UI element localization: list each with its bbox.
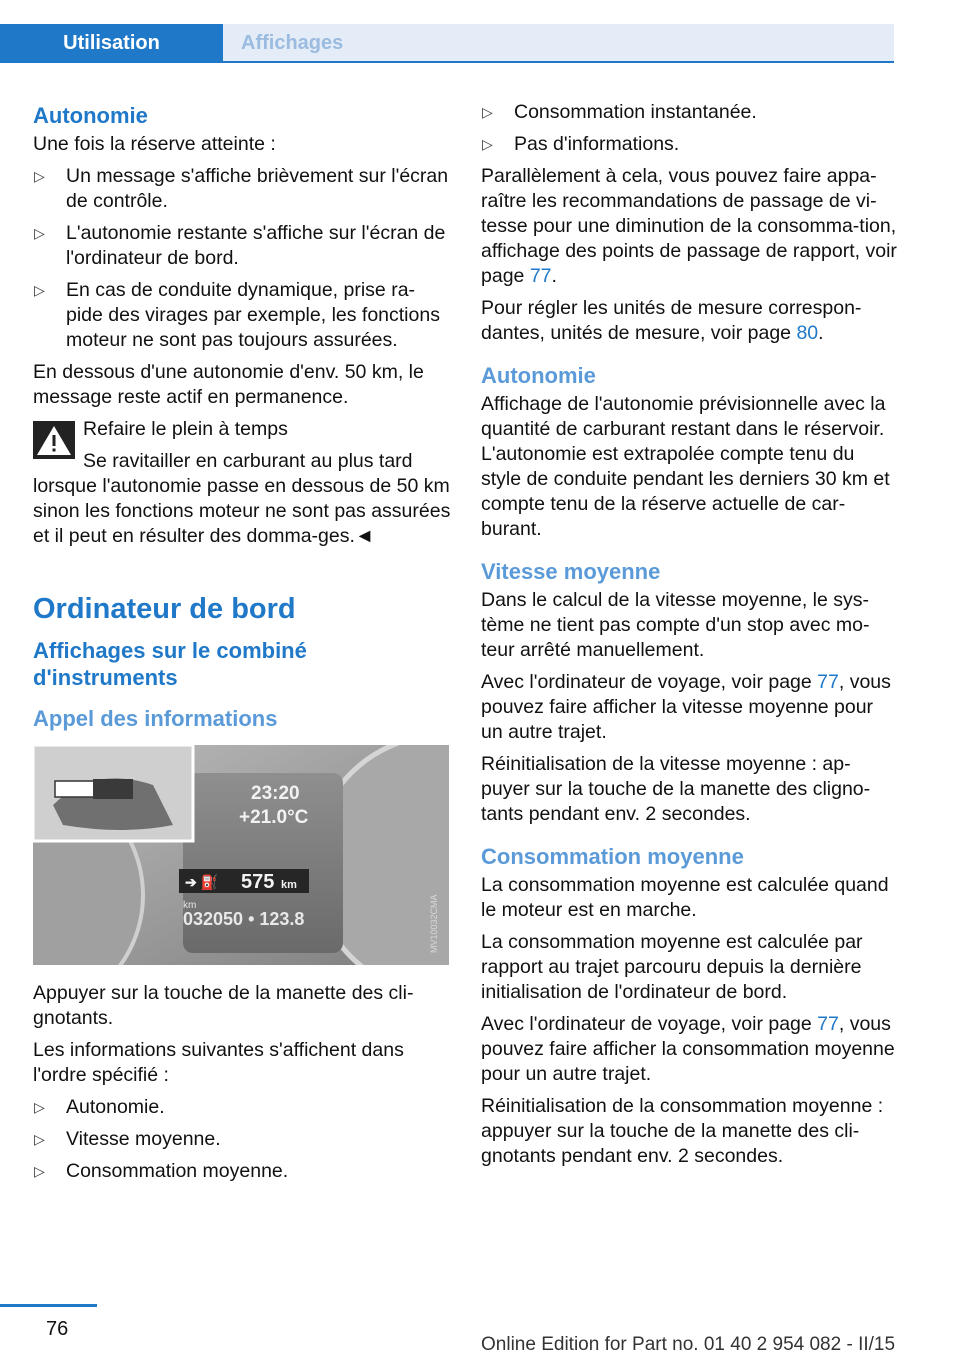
cluster-temperature: +21.0°C <box>239 807 309 828</box>
paragraph-voyage-conso: Avec l'ordinateur de voyage, voir page 77, vous pouvez faire afficher la consommation moyenne pour un autre trajet. <box>481 1013 895 1085</box>
triangle-bullet-icon: ▷ <box>34 168 45 184</box>
cluster-odometer: 032050 • 123.8 <box>183 909 305 929</box>
cluster-illustration <box>33 745 449 965</box>
list-item: ▷ Vitesse moyenne. <box>34 1128 221 1150</box>
list-item: ▷ Consommation instantanée. <box>482 101 757 123</box>
tab-affichages[interactable]: Affichages <box>223 24 894 62</box>
paragraph-vitesse: Dans le calcul de la vitesse moyenne, le sys-tème ne tient pas compte d'un stop avec mo-teur arrêté manuellement. <box>481 589 870 661</box>
warning-title: Refaire le plein à temps <box>83 418 288 440</box>
triangle-bullet-icon: ▷ <box>482 136 493 152</box>
paragraph-autonomie: Affichage de l'autonomie prévisionnelle avec la quantité de carburant restant dans le réservoir. L'autonomie est extrapolée compte tenu du style de conduite pendant les derniers 30 km et compte tenu de la réserve actuelle de car-burant. <box>481 393 890 540</box>
heading-autonomie: Autonomie <box>33 103 148 128</box>
paragraph-appuyer: Appuyer sur la touche de la manette des cli-gnotants. <box>33 982 414 1029</box>
triangle-bullet-icon: ▷ <box>482 104 493 120</box>
figure-code: MV10032CMA <box>429 894 439 953</box>
paragraph-conso-2: La consommation moyenne est calculée par rapport au trajet parcouru depuis la dernière initialisation de l'ordinateur de bord. <box>481 931 863 1003</box>
cluster-time: 23:20 <box>251 783 300 804</box>
list-reserve <box>33 164 451 353</box>
triangle-bullet-icon: ▷ <box>34 1131 45 1147</box>
list-item: ▷ Consommation moyenne. <box>34 1160 289 1182</box>
cluster-range-unit: km <box>281 879 297 891</box>
left-column <box>33 100 451 1191</box>
header-tabs <box>0 0 894 64</box>
paragraph-voyage-vitesse: Avec l'ordinateur de voyage, voir page 77, vous pouvez faire afficher la vitesse moyenne pour un autre trajet. <box>481 671 891 743</box>
list-item: ▷ En cas de conduite dynamique, prise ra-pide des virages par exemple, les fonctions moteur ne sont pas toujours assurées. <box>34 279 440 351</box>
triangle-bullet-icon: ▷ <box>34 1163 45 1179</box>
heading-consommation-moyenne: Consommation moyenne <box>481 844 744 869</box>
header-divider <box>0 61 894 63</box>
heading-ordinateur-de-bord: Ordinateur de bord <box>33 593 296 625</box>
paragraph-reserve: Une fois la réserve atteinte : <box>33 133 276 155</box>
instrument-cluster-photo <box>33 745 449 965</box>
paragraph-parallelement: Parallèlement à cela, vous pouvez faire appa-raître les recommandations de passage de vi-tesse pour une diminution de la consomma-tion, affichage des points de passage de rapport, voir page 77. <box>481 165 897 287</box>
page-link-77[interactable]: 77 <box>529 265 552 287</box>
paragraph-reinit-vitesse: Réinitialisation de la vitesse moyenne : ap-puyer sur la touche de la manette des cligno-tants pendant env. 2 secondes. <box>481 753 871 825</box>
triangle-bullet-icon: ▷ <box>34 1099 45 1115</box>
paragraph-dessous: En dessous d'une autonomie d'env. 50 km, le message reste actif en permanence. <box>33 361 424 408</box>
paragraph-conso-1: La consommation moyenne est calculée quand le moteur est en marche. <box>481 874 889 921</box>
fuel-arrow-icon: ➔ ⛽ <box>185 874 219 890</box>
list-informations <box>33 1095 451 1184</box>
tab-utilisation[interactable]: Utilisation <box>0 24 223 62</box>
cluster-range: 575 <box>241 871 275 893</box>
heading-affichages-combine: Affichages sur le combiné d'instruments <box>33 638 307 690</box>
triangle-bullet-icon: ▷ <box>34 225 45 241</box>
page-link-80[interactable]: 80 <box>796 322 819 344</box>
footer-divider <box>0 1304 97 1307</box>
triangle-bullet-icon: ▷ <box>34 282 45 298</box>
right-column <box>481 100 899 1176</box>
list-item: ▷ L'autonomie restante s'affiche sur l'écran de l'ordinateur de bord. <box>34 222 446 269</box>
list-item: ▷ Pas d'informations. <box>482 133 680 155</box>
list-item: ▷ Un message s'affiche brièvement sur l'écran de contrôle. <box>34 165 449 212</box>
paragraph-reinit-conso: Réinitialisation de la consommation moyenne : appuyer sur la touche de la manette des cli-gnotants pendant env. 2 secondes. <box>481 1095 884 1167</box>
warning-icon <box>33 421 75 459</box>
list-informations-cont <box>481 100 899 157</box>
heading-autonomie-2: Autonomie <box>481 363 596 388</box>
heading-appel-informations: Appel des informations <box>33 706 278 731</box>
paragraph-regler: Pour régler les unités de mesure correspon-dantes, unités de mesure, voir page 80. <box>481 297 862 344</box>
warning-block <box>33 417 451 549</box>
paragraph-informations: Les informations suivantes s'affichent dans l'ordre spécifié : <box>33 1039 404 1086</box>
cluster-odo-label: km <box>183 900 197 911</box>
edition-note: Online Edition for Part no. 01 40 2 954 082 - II/15 <box>481 1334 896 1355</box>
heading-vitesse-moyenne: Vitesse moyenne <box>481 559 661 584</box>
warning-body: Se ravitailler en carburant au plus tard lorsque l'autonomie passe en dessous de 50 km sinon les fonctions moteur ne sont pas assurées et il peut en résulter des domma-ges.◄ <box>33 450 451 547</box>
page-link-77[interactable]: 77 <box>817 671 839 693</box>
page-link-77[interactable]: 77 <box>817 1013 839 1035</box>
list-item: ▷ Autonomie. <box>34 1096 165 1118</box>
page-number: 76 <box>46 1318 69 1340</box>
